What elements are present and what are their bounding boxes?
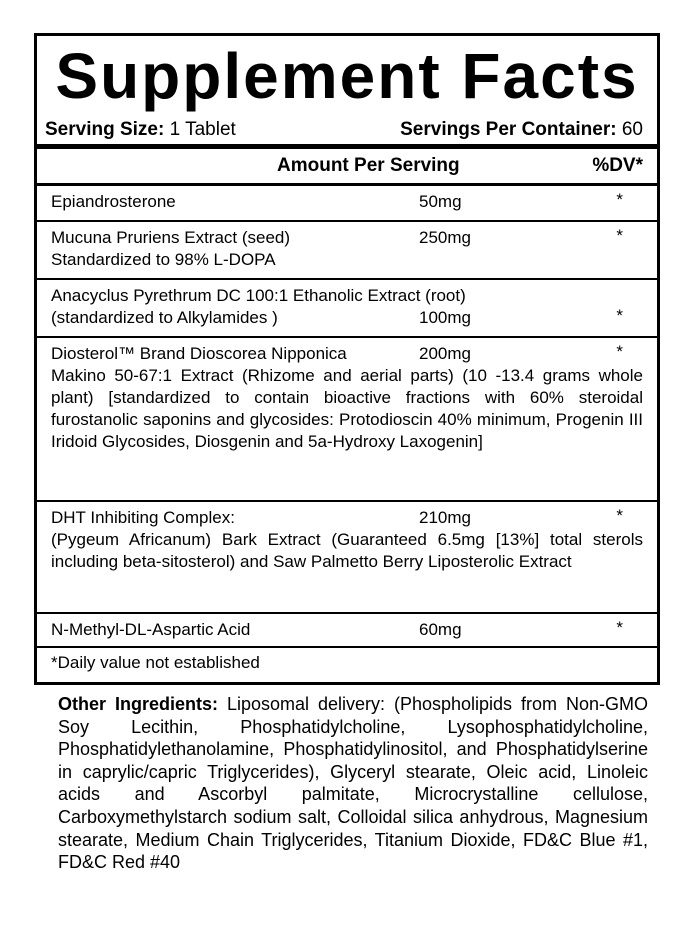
ingredient-dv: * (616, 306, 623, 325)
column-header (37, 149, 657, 186)
other-ingredients (58, 693, 648, 874)
ingredient-name: Diosterol™ Brand Dioscorea Nipponica (51, 344, 347, 363)
servings-per-container (400, 116, 643, 144)
servings-per-container-label: Servings Per Container: (400, 119, 617, 140)
ingredient-row (37, 186, 657, 222)
ingredient-row (37, 614, 657, 648)
ingredient-description: Standardized to 98% L-DOPA (51, 250, 276, 269)
ingredient-dv: * (616, 190, 623, 209)
ingredient-description: Makino 50-67:1 Extract (Rhizome and aerial parts) (10 -13.4 grams whole plant) [standardized to contain bioactive fractions with 60% steroidal furostanolic saponins and glycosides: Protodioscin 40% minimum, Progenin III Iridoid Glycosides, Diosgenin and 5a-Hydroxy Laxogenin] (51, 366, 643, 451)
ingredient-name: Mucuna Pruriens Extract (seed) (51, 228, 291, 247)
ingredient-dv: * (616, 506, 623, 525)
ingredient-amount: 100mg (419, 308, 471, 327)
ingredient-row (37, 222, 657, 280)
ingredient-dv: * (616, 618, 623, 637)
ingredient-amount: 200mg (419, 344, 471, 363)
ingredient-row (37, 502, 657, 614)
ingredient-amount: 60mg (419, 620, 462, 639)
daily-value-footnote: *Daily value not established (51, 653, 260, 672)
panel-title: Supplement Facts (55, 40, 639, 112)
supplement-facts-panel (34, 33, 660, 685)
ingredient-amount: 50mg (419, 192, 462, 211)
ingredient-name: Epiandrosterone (51, 192, 176, 211)
serving-size (45, 116, 236, 144)
ingredient-name: DHT Inhibiting Complex: (51, 508, 235, 527)
amount-header: Amount Per Serving (277, 155, 460, 176)
ingredient-row (37, 280, 657, 338)
ingredient-name: N-Methyl-DL-Aspartic Acid (51, 620, 251, 639)
serving-size-label: Serving Size: (45, 119, 165, 140)
ingredient-row (37, 338, 657, 502)
servings-per-container-value: 60 (621, 119, 643, 140)
serving-info (37, 116, 657, 149)
ingredient-description: (Pygeum Africanum) Bark Extract (Guaranteed 6.5mg [13%] total sterols including beta-sitosterol) and Saw Palmetto Berry Liposterolic Extract (51, 530, 643, 571)
ingredient-amount: 210mg (419, 508, 471, 527)
serving-size-value: 1 Tablet (169, 119, 236, 140)
ingredient-dv: * (616, 226, 623, 245)
ingredient-amount: 250mg (419, 228, 471, 247)
other-ingredients-text: Liposomal delivery: (Phospholipids from Non-GMO Soy Lecithin, Phosphatidylcholine, Lysophosphatidylcholine, Phosphatidylethanolamine, Phosphatidylinositol, and Phosphatidylserine in caprylic/capric Triglycerides), Glyceryl stearate, Oleic acid, Linoleic acids and Ascorbyl palmitate, Microcrystalline cellulose, Carboxymethylstarch sodium salt, Colloidal silica anhydrous, Magnesium stearate, Medium Chain Triglycerides, Titanium Dioxide, FD&C Blue #1, FD&C Red #40 (58, 694, 648, 873)
ingredient-name: Anacyclus Pyrethrum DC 100:1 Ethanolic Extract (root) (51, 286, 466, 305)
ingredient-name-continued: (standardized to Alkylamides ) (51, 308, 278, 327)
dv-header: %DV* (592, 155, 643, 176)
other-ingredients-label: Other Ingredients: (58, 694, 218, 714)
ingredient-dv: * (616, 342, 623, 361)
